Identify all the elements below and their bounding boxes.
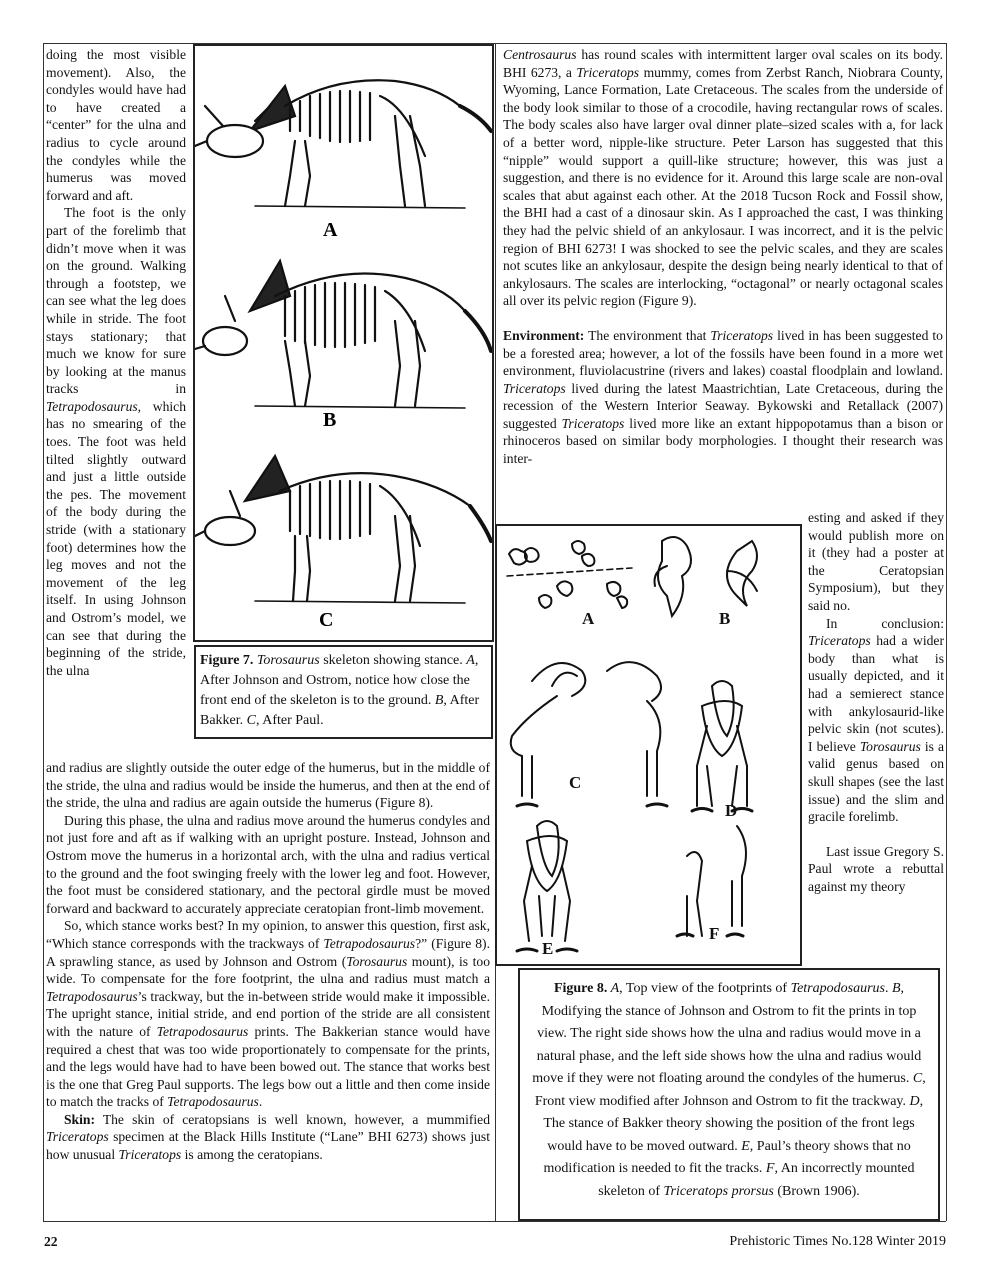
text: , An incorrectly mounted skeleton of <box>598 1161 915 1199</box>
figure-label-d: D <box>725 801 738 820</box>
text: mummy, comes from Zerbst Ranch, Niobrara County, Wyoming, Lance Formation, Late Cretaceous. The scales from the underside of the body look similar to those of a crocodile, having rectangular rows of scales. The body scales also have larger oval dinner plate–sized scales with a, for lack of a better word, nipple-like structure. Peter Larson has suggested that this “nipple” would support a quill-like structure; however, this was just a suggestion, and there is no evidence for it. Around this large scale are non-oval scales that abut against each other. At the 2018 Tucson Rock and Fossil show, the BHI had a cast of a dinosaur skin. As I approached the cast, I was thinking they had the pelvic shield of an ankylosaur. I was incorrect, and it is the pelvic region of BHI 6273! I was shocked to see the pelvic scales, and they are scales not scutes like an ankylosaur, despite the design being nearly identical to that of ankylosaurs. The scales are interlocking, “octagonal” or nearly octagonal scales all over its pelvic region (Figure 9). <box>503 64 943 309</box>
figure-7-panel <box>193 44 494 642</box>
section-heading: Skin: <box>64 1111 95 1127</box>
genus-name: Triceratops <box>808 633 871 649</box>
right-top-text <box>503 46 943 468</box>
figure-label-f: F <box>709 924 720 943</box>
text: Last issue Gregory S. Paul wrote a rebuttal against my theory <box>808 843 944 894</box>
text: , Top view of the footprints of <box>619 981 791 996</box>
right-narrow-text <box>808 509 944 895</box>
text: prints. The Bakkerian stance would have required a chest that was too wide proportionately to compensate for the prints, and the legs would have had to have been bowed out. The stance that works best is the one that Greg Paul supports. The legs bow out a little and then come inside to match the tracks of <box>46 1023 490 1110</box>
frame-right-rule <box>946 43 947 1221</box>
paragraph <box>808 615 944 826</box>
genus-name: Tetrapodosaurus <box>46 988 138 1004</box>
genus-name: Triceratops <box>46 1129 109 1145</box>
paragraph <box>46 1111 490 1164</box>
text: , After Bakker. <box>200 693 480 728</box>
spacer <box>808 826 944 843</box>
text: , After Paul. <box>256 713 324 728</box>
text: has round scales with intermittent larger oval scales on its body. BHI 6273, a <box>503 47 943 80</box>
figure-8-caption <box>528 978 930 1203</box>
species-name: Triceratops prorsus <box>663 1183 774 1199</box>
text: is a valid genus based on skull shapes (see the last issue) and the slim and gracile forelimb. <box>808 738 944 825</box>
genus-name: Tetrapodosaurus <box>323 935 416 951</box>
text: B <box>434 693 444 708</box>
frame-left-rule <box>43 43 44 1221</box>
paul-stance-e <box>517 821 577 951</box>
text: B <box>891 981 901 996</box>
section-heading: Environment: <box>503 327 585 343</box>
left-wide-text <box>46 759 490 1164</box>
text: F <box>765 1161 775 1176</box>
text: lived during the latest Maastrichtian, Late Cretaceous, during the recession of the Western Interior Seaway. Bykowski and Retallack (2007) suggested <box>503 380 943 431</box>
genus-name: Centrosaurus <box>503 47 577 62</box>
text: . <box>258 1094 263 1110</box>
genus-name: Tetrapodosaurus <box>790 981 885 996</box>
torosaurus-skeleton-illustration <box>195 46 492 640</box>
text: So, which stance works best? In my opinion, to answer this question, first ask, “Which stance corresponds with the trackways of <box>46 918 490 951</box>
figure-label-e: E <box>542 939 554 958</box>
genus-name: Tetrapodosaurus <box>167 1094 259 1110</box>
text: , Modifying the stance of Johnson and Ostrom to fit the prints in top view. The right side shows how the ulna and radius would move in a natural phase, and the left side shows how the ulna and radius would move if they were not floating around the condyles of the humerus. <box>532 981 922 1086</box>
genus-name: Triceratops <box>503 380 566 396</box>
text: lived more like an extant hippopotamus than a bison or rhinoceros based on similar body morphologies. I thought their research was inter- <box>503 415 943 467</box>
genus-name: Torosaurus <box>859 738 921 754</box>
text: is among the ceratopians. <box>181 1147 323 1163</box>
caption-label: Figure 7. <box>200 653 254 668</box>
text: lived in has been suggested to be a forested area; however, a lot of the fossils have been found in a more wet environment, fluviolacustrine (rivers and lakes) coastal floodplain and lowland. <box>503 327 943 379</box>
text: The foot is the only part of the forelimb that didn’t move when it was on the ground. Walking through a footstep, we can see what the leg does while in stride. The foot stays stationary; that much we know for sure by looking at the manus tracks in <box>46 205 186 397</box>
figure-label-a: A <box>323 219 338 241</box>
text: , Front view modified after Johnson and Ostrom to fit the trackway. <box>534 1071 926 1109</box>
left-narrow-text <box>46 46 186 679</box>
frame-bottom-rule <box>43 1221 946 1222</box>
forelimb-stance-illustration <box>497 526 800 964</box>
text: ?” (Figure 8). A sprawling stance, as used by Johnson and Ostrom ( <box>46 935 490 969</box>
text: C <box>912 1071 923 1086</box>
publication-name: Prehistoric Times No.128 Winter 2019 <box>729 1234 946 1249</box>
caption-label: Figure 8. <box>553 981 608 996</box>
skeleton-b <box>195 261 491 408</box>
bakker-stance-d <box>692 681 752 811</box>
text: , which has no smearing of the toes. The foot was held tilted slightly outward and just a little outside the pes. The movement of the body during the stride (with a stationary foot) determines how the leg moves and not the movement of the leg itself. In using Johnson and Ostrom’s model, we can see that during the beginning of the stride, the ulna <box>46 398 186 678</box>
paragraph <box>46 759 490 812</box>
figure-8-caption-box <box>518 968 940 1221</box>
text: C <box>246 713 256 728</box>
footprints-a <box>507 541 632 608</box>
text: The skin of ceratopsians is well known, however, a mummified <box>94 1111 490 1127</box>
paragraph <box>46 46 186 204</box>
text: , The stance of Bakker theory showing the position of the front legs would have to be moved outward. <box>543 1093 924 1154</box>
skeleton-c <box>195 456 491 603</box>
text: doing the most visible movement). Also, the condyles would have had to have created a “center” for the ulna and radius to cycle around the condyles while the humerus was moved forward and aft. <box>46 47 186 203</box>
figure-7-caption <box>200 651 487 731</box>
figure-label-c: C <box>319 609 334 631</box>
figure-label-b: B <box>719 609 731 628</box>
text: D <box>909 1093 920 1109</box>
genus-name: Torosaurus <box>256 653 320 668</box>
text: and radius are slightly outside the outer edge of the humerus, but in the middle of the stride, the ulna and radius would be inside the humerus, and then at the end of the stride, the ulna and radius are again outside the humerus (Figure 8). <box>46 760 490 811</box>
genus-name: Torosaurus <box>346 953 408 969</box>
paragraph <box>503 327 943 468</box>
text: specimen at the Black Hills Institute (“Lane” BHI 6273) shows just how unusual <box>46 1129 490 1163</box>
figure-label-a: A <box>582 609 595 628</box>
text: . <box>884 981 892 996</box>
text: , Paul’s theory shows that no modification is needed to fit the tracks. <box>543 1138 911 1176</box>
figure-7-caption-box <box>194 645 493 739</box>
genus-name: Triceratops <box>561 415 625 431</box>
paragraph <box>46 204 186 679</box>
text: , After Johnson and Ostrom, notice how close the front end of the skeleton is to the ground. <box>200 653 479 708</box>
text: E <box>741 1138 750 1154</box>
paragraph <box>808 509 944 615</box>
paragraph <box>503 46 943 310</box>
text: (Brown 1906). <box>773 1183 860 1199</box>
genus-name: Triceratops <box>576 64 640 80</box>
skeleton-a <box>195 80 491 208</box>
front-view-c <box>511 662 667 806</box>
figure-label-c: C <box>569 773 582 792</box>
genus-name: Triceratops <box>710 327 774 343</box>
genus-name: Tetrapodosaurus <box>156 1023 249 1039</box>
figure-8-panel <box>495 524 802 966</box>
page-number: 22 <box>44 1234 58 1249</box>
genus-name: Triceratops <box>118 1147 182 1163</box>
text: The environment that <box>584 327 711 343</box>
figure-label-b: B <box>323 409 337 431</box>
text: esting and asked if they would publish more on it (they had a poster at the Ceratopsian Symposium), but they said no. <box>808 510 944 613</box>
paragraph <box>808 843 944 896</box>
paragraph <box>46 812 490 918</box>
text: A <box>466 653 475 668</box>
spacer <box>503 310 943 327</box>
text: A <box>607 981 620 996</box>
text: skeleton showing stance. <box>319 653 467 668</box>
text: In conclusion: <box>826 615 944 631</box>
genus-name: Tetrapodosaurus <box>46 398 138 414</box>
text: ’s trackway, but the in-between stride would make it impossible. The upright stance, initial stride, and end portion of the stride are all consistent with the nature of <box>46 988 490 1039</box>
text: had a wider body than what is usually depicted, and it had a semierect stance with ankylosaurid-like pelvic skin (not scutes). I believe <box>808 633 944 754</box>
text: During this phase, the ulna and radius move around the humerus condyles and not just fore and aft as if walking with an upright posture. Instead, Johnson and Ostrom move the humerus in a horizontal arch, with the ulna and radius vertical to the ground and the foot swinging freely with the lower leg and foot. However, the foot must be considered stationary, and the pectoral girdle must be moved forward and backward to accurately appreciate ceratopian front-limb movement. <box>46 812 490 916</box>
text: mount), is too wide. To compensate for the fore footprint, the ulna and radius must match a <box>46 953 490 987</box>
paragraph <box>46 917 490 1111</box>
mounted-skeleton-f <box>677 826 746 936</box>
forelimb-b <box>655 537 758 616</box>
